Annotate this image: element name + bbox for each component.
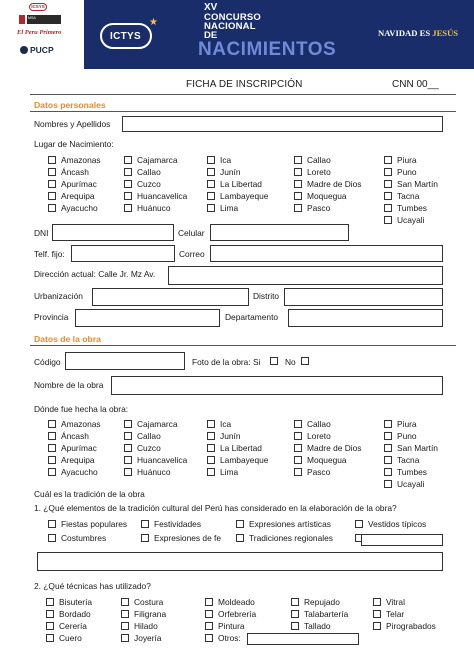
banner-de: DE [204, 30, 218, 41]
pucp-logo [20, 45, 60, 57]
tradicion-otros-field[interactable] [361, 534, 443, 546]
label-codigo: Código [34, 357, 61, 367]
obra-location-ica-checkbox[interactable] [207, 420, 215, 428]
birthplace-tumbes-checkbox[interactable] [384, 204, 392, 212]
birthplace-ancash-checkbox[interactable] [48, 168, 56, 176]
tradicion-vestidos-tipicos-label: Vestidos típicos [368, 519, 427, 529]
birthplace-la-libertad-label: La Libertad [220, 179, 262, 189]
obra-location-ucayali-label: Ucayali [397, 479, 425, 489]
label-foto: Foto de la obra: Si [192, 357, 261, 367]
tradicion-expresiones-artisticas-checkbox[interactable] [236, 520, 244, 528]
tecnica-hilado-label: Hilado [134, 621, 158, 631]
tecnica-bordado-checkbox[interactable] [46, 610, 54, 618]
tecnica-joyeria-checkbox[interactable] [121, 634, 129, 642]
flag-icon [19, 15, 25, 24]
label-departamento: Departamento [225, 312, 279, 322]
nombre-obra-field[interactable] [111, 376, 443, 395]
birthplace-ica-label: Ica [220, 155, 232, 165]
obra-location-cajamarca-label: Cajamarca [137, 419, 178, 429]
tecnica-telar-checkbox[interactable] [373, 610, 381, 618]
obra-location-loreto-checkbox[interactable] [294, 432, 302, 440]
birthplace-amazonas-checkbox[interactable] [48, 156, 56, 164]
tecnica-hilado-checkbox[interactable] [121, 622, 129, 630]
obra-location-tumbes-label: Tumbes [397, 467, 427, 477]
birthplace-callao-checkbox[interactable] [124, 168, 132, 176]
birthplace-apurimac-label: Apurímac [61, 179, 97, 189]
tecnica-cuero-checkbox[interactable] [46, 634, 54, 642]
birthplace-moquegua-checkbox[interactable] [294, 192, 302, 200]
birthplace-apurimac-checkbox[interactable] [48, 180, 56, 188]
section-divider [30, 345, 456, 346]
tradicion-detail-field[interactable] [37, 552, 443, 571]
obra-location-callao-checkbox[interactable] [294, 420, 302, 428]
obra-location-lambayeque-checkbox[interactable] [207, 456, 215, 464]
label-nombres: Nombres y Apellidos [34, 119, 111, 129]
tradicion-tradiciones-regionales-label: Tradiciones regionales [249, 533, 333, 543]
tecnica-repujado-checkbox[interactable] [291, 598, 299, 606]
tecnica-orfebreria-checkbox[interactable] [205, 610, 213, 618]
birthplace-lambayeque-checkbox[interactable] [207, 192, 215, 200]
obra-location-san-martin-label: San Martín [397, 443, 438, 453]
form-title: FICHA DE INSCRIPCIÓN [186, 79, 303, 90]
birthplace-huanuco-checkbox[interactable] [124, 204, 132, 212]
label-celular: Celular [178, 228, 205, 238]
birthplace-amazonas-label: Amazonas [61, 155, 101, 165]
birthplace-ayacucho-label: Ayacucho [61, 203, 98, 213]
birthplace-cuzco-label: Cuzco [137, 179, 161, 189]
birthplace-arequipa-checkbox[interactable] [48, 192, 56, 200]
birthplace-moquegua-label: Moquegua [307, 191, 347, 201]
ministry-logo [19, 15, 63, 24]
birthplace-junin-checkbox[interactable] [207, 168, 215, 176]
codigo-field[interactable] [65, 352, 185, 370]
contest-banner [84, 0, 474, 69]
birthplace-la-libertad-checkbox[interactable] [207, 180, 215, 188]
tecnica-moldeado-label: Moldeado [218, 597, 255, 607]
birthplace-madre-de-dios-checkbox[interactable] [294, 180, 302, 188]
slogan [378, 28, 458, 38]
tradicion-festividades-label: Festividades [154, 519, 202, 529]
distrito-field[interactable] [284, 288, 443, 306]
tradicion-costumbres-label: Costumbres [61, 533, 107, 543]
birthplace-ucayali-checkbox[interactable] [384, 216, 392, 224]
star-icon: ★ [149, 17, 158, 28]
obra-location-cuzco-checkbox[interactable] [124, 444, 132, 452]
label-direccion: Dirección actual: Calle Jr. Mz Av. [34, 269, 156, 279]
sponsor-logos [7, 3, 67, 67]
birthplace-cajamarca-label: Cajamarca [137, 155, 178, 165]
tecnica-bisuteria-label: Bisutería [59, 597, 93, 607]
birthplace-pasco-checkbox[interactable] [294, 204, 302, 212]
obra-location-ucayali-checkbox[interactable] [384, 480, 392, 488]
section-obra-heading: Datos de la obra [34, 334, 101, 344]
obra-location-ica-label: Ica [220, 419, 232, 429]
tecnica-otros-label: Otros: [218, 633, 241, 643]
form-title-row [30, 73, 456, 95]
label-provincia: Provincia [34, 312, 69, 322]
tecnica-filigrana-label: Filigrana [134, 609, 167, 619]
foto-no-checkbox[interactable] [301, 357, 309, 365]
obra-location-tacna-checkbox[interactable] [384, 456, 392, 464]
obra-location-ancash-checkbox[interactable] [48, 432, 56, 440]
birthplace-cuzco-checkbox[interactable] [124, 180, 132, 188]
tecnica-pirograbados-label: Pirograbados [386, 621, 436, 631]
birthplace-huancavelica-label: Huancavelica [137, 191, 188, 201]
foto-si-checkbox[interactable] [270, 357, 278, 365]
form-code: CNN 00__ [392, 79, 439, 90]
birthplace-pasco-label: Pasco [307, 203, 331, 213]
section-personal-heading: Datos personales [34, 100, 106, 110]
birthplace-loreto-label: Loreto [307, 167, 331, 177]
obra-location-pasco-checkbox[interactable] [294, 468, 302, 476]
label-dni: DNI [34, 228, 49, 238]
obra-location-moquegua-checkbox[interactable] [294, 456, 302, 464]
label-donde: Dónde fue hecha la obra: [34, 404, 129, 414]
tradicion-tradiciones-regionales-checkbox[interactable] [236, 534, 244, 542]
tecnica-vitral-label: Vitral [386, 597, 405, 607]
tecnica-pintura-label: Pintura [218, 621, 245, 631]
tecnica-costura-label: Costura [134, 597, 164, 607]
obra-location-lima-label: Lima [220, 467, 239, 477]
tradicion-expresiones-de-fe-checkbox[interactable] [141, 534, 149, 542]
birthplace-puno-checkbox[interactable] [384, 168, 392, 176]
telefono-field[interactable] [71, 245, 175, 262]
birthplace-lima-checkbox[interactable] [207, 204, 215, 212]
tecnica-bisuteria-checkbox[interactable] [46, 598, 54, 606]
obra-location-junin-checkbox[interactable] [207, 432, 215, 440]
tecnica-tallado-checkbox[interactable] [291, 622, 299, 630]
birthplace-tumbes-label: Tumbes [397, 203, 427, 213]
label-telefono: Telf. fijo: [34, 249, 65, 259]
urbanizacion-field[interactable] [92, 288, 249, 306]
provincia-field[interactable] [75, 309, 220, 327]
birthplace-madre-de-dios-label: Madre de Dios [307, 179, 362, 189]
obra-location-amazonas-checkbox[interactable] [48, 420, 56, 428]
obra-location-cajamarca-checkbox[interactable] [124, 420, 132, 428]
obra-location-huancavelica-checkbox[interactable] [124, 456, 132, 464]
tradicion-fiestas-populares-checkbox[interactable] [48, 520, 56, 528]
obra-location-lambayeque-label: Lambayeque [220, 455, 269, 465]
icsys-logo: ICSYS [29, 3, 47, 11]
question-2: 2. ¿Qué técnicas has utilizado? [34, 581, 151, 591]
birthplace-ica-checkbox[interactable] [207, 156, 215, 164]
obra-location-junin-label: Junín [220, 431, 241, 441]
tecnica-joyeria-label: Joyería [134, 633, 162, 643]
birthplace-arequipa-label: Arequipa [61, 191, 95, 201]
label-nombre-obra: Nombre de la obra [34, 380, 104, 390]
birthplace-lima-label: Lima [220, 203, 239, 213]
birthplace-ucayali-label: Ucayali [397, 215, 425, 225]
obra-location-apurimac-label: Apurímac [61, 443, 97, 453]
label-urbanizacion: Urbanización [34, 291, 83, 301]
birthplace-piura-checkbox[interactable] [384, 156, 392, 164]
banner-nacimientos: NACIMIENTOS [198, 39, 337, 60]
tecnica-orfebreria-label: Orfebrería [218, 609, 257, 619]
tecnica-cuero-label: Cuero [59, 633, 82, 643]
tecnica-pintura-checkbox[interactable] [205, 622, 213, 630]
el-peru-primero-logo: El Peru Primero [17, 29, 62, 36]
tecnica-telar-label: Telar [386, 609, 405, 619]
tecnica-vitral-checkbox[interactable] [373, 598, 381, 606]
obra-location-tacna-label: Tacna [397, 455, 420, 465]
obra-location-puno-checkbox[interactable] [384, 432, 392, 440]
birthplace-callao-label: Callao [307, 155, 331, 165]
obra-location-ayacucho-label: Ayacucho [61, 467, 98, 477]
correo-field[interactable] [210, 245, 443, 262]
dni-field[interactable] [52, 224, 174, 241]
birthplace-huanuco-label: Huánuco [137, 203, 171, 213]
slogan-navidad: NAVIDAD ES [378, 28, 433, 38]
obra-location-huancavelica-label: Huancavelica [137, 455, 188, 465]
obra-location-piura-checkbox[interactable] [384, 420, 392, 428]
banner-nacional: NACIONAL [204, 21, 256, 32]
obra-location-arequipa-label: Arequipa [61, 455, 95, 465]
departamento-field[interactable] [288, 309, 443, 327]
ministry-logo-text: MSA [27, 15, 61, 24]
tecnica-tallado-label: Tallado [304, 621, 331, 631]
tecnica-cereria-label: Cerería [59, 621, 87, 631]
ictys-logo-text: ICTYS [110, 31, 141, 42]
tradicion-vestidos-tipicos-checkbox[interactable] [355, 520, 363, 528]
tecnica-talabarteria-checkbox[interactable] [291, 610, 299, 618]
obra-location-lima-checkbox[interactable] [207, 468, 215, 476]
obra-location-san-martin-checkbox[interactable] [384, 444, 392, 452]
obra-location-pasco-label: Pasco [307, 467, 331, 477]
birthplace-tacna-label: Tacna [397, 191, 420, 201]
obra-location-la-libertad-checkbox[interactable] [207, 444, 215, 452]
obra-location-loreto-label: Loreto [307, 431, 331, 441]
tradicion-expresiones-artisticas-label: Expresiones artísticas [249, 519, 331, 529]
banner-concurso: CONCURSO [204, 12, 262, 23]
birthplace-ancash-label: Áncash [61, 167, 89, 177]
birthplace-junin-label: Junín [220, 167, 241, 177]
obra-location-callao-label: Callao [137, 431, 161, 441]
obra-location-madre-de-dios-checkbox[interactable] [294, 444, 302, 452]
obra-location-amazonas-label: Amazonas [61, 419, 101, 429]
tecnica-cereria-checkbox[interactable] [46, 622, 54, 630]
obra-location-madre-de-dios-label: Madre de Dios [307, 443, 362, 453]
obra-location-callao-checkbox[interactable] [124, 432, 132, 440]
birthplace-tacna-checkbox[interactable] [384, 192, 392, 200]
slogan-jesus: JESÚS [432, 28, 459, 38]
obra-location-puno-label: Puno [397, 431, 417, 441]
obra-location-huanuco-checkbox[interactable] [124, 468, 132, 476]
birthplace-puno-label: Puno [397, 167, 417, 177]
birthplace-huancavelica-checkbox[interactable] [124, 192, 132, 200]
ictys-logo [100, 23, 152, 49]
section-divider [30, 111, 456, 112]
tradicion-festividades-checkbox[interactable] [141, 520, 149, 528]
obra-location-moquegua-label: Moquegua [307, 455, 347, 465]
obra-location-piura-label: Piura [397, 419, 417, 429]
label-tradicion: Cuál es la tradición de la obra [34, 489, 145, 499]
birthplace-callao-label: Callao [137, 167, 161, 177]
birthplace-loreto-checkbox[interactable] [294, 168, 302, 176]
obra-location-la-libertad-label: La Libertad [220, 443, 262, 453]
birthplace-ayacucho-checkbox[interactable] [48, 204, 56, 212]
tecnica-costura-checkbox[interactable] [121, 598, 129, 606]
label-lugar: Lugar de Nacimiento: [34, 139, 114, 149]
tecnica-pirograbados-checkbox[interactable] [373, 622, 381, 630]
tecnica-moldeado-checkbox[interactable] [205, 598, 213, 606]
label-foto-no: No [285, 357, 296, 367]
birthplace-san-martin-label: San Martín [397, 179, 438, 189]
tecnica-talabarteria-label: Talabartería [304, 609, 349, 619]
label-distrito: Distrito [253, 291, 280, 301]
tecnicas-otros-field[interactable] [247, 633, 359, 645]
tradicion-costumbres-checkbox[interactable] [48, 534, 56, 542]
obra-location-apurimac-checkbox[interactable] [48, 444, 56, 452]
birthplace-san-martin-checkbox[interactable] [384, 180, 392, 188]
tradicion-fiestas-populares-label: Fiestas populares [61, 519, 128, 529]
tecnica-repujado-label: Repujado [304, 597, 340, 607]
obra-location-huanuco-label: Huánuco [137, 467, 171, 477]
birthplace-callao-checkbox[interactable] [294, 156, 302, 164]
birthplace-piura-label: Piura [397, 155, 417, 165]
nombres-field[interactable] [122, 116, 443, 132]
edition-number: XV [204, 2, 218, 13]
tecnica-filigrana-checkbox[interactable] [121, 610, 129, 618]
pucp-logo-text: PUCP [30, 45, 54, 55]
obra-location-ayacucho-checkbox[interactable] [48, 468, 56, 476]
birthplace-lambayeque-label: Lambayeque [220, 191, 269, 201]
pucp-seal-icon [20, 46, 28, 54]
tecnica-otros-checkbox[interactable] [205, 634, 213, 642]
celular-field[interactable] [210, 224, 349, 241]
tecnica-bordado-label: Bordado [59, 609, 91, 619]
direccion-field[interactable] [168, 266, 443, 285]
question-1: 1. ¿Qué elementos de la tradición cultural del Perú has considerado en la elaboración de la obra? [34, 503, 397, 513]
page-header [0, 0, 474, 73]
birthplace-cajamarca-checkbox[interactable] [124, 156, 132, 164]
obra-location-cuzco-label: Cuzco [137, 443, 161, 453]
obra-location-ancash-label: Áncash [61, 431, 89, 441]
label-correo: Correo [179, 249, 205, 259]
obra-location-arequipa-checkbox[interactable] [48, 456, 56, 464]
tradicion-expresiones-de-fe-label: Expresiones de fe [154, 533, 222, 543]
obra-location-tumbes-checkbox[interactable] [384, 468, 392, 476]
obra-location-callao-label: Callao [307, 419, 331, 429]
